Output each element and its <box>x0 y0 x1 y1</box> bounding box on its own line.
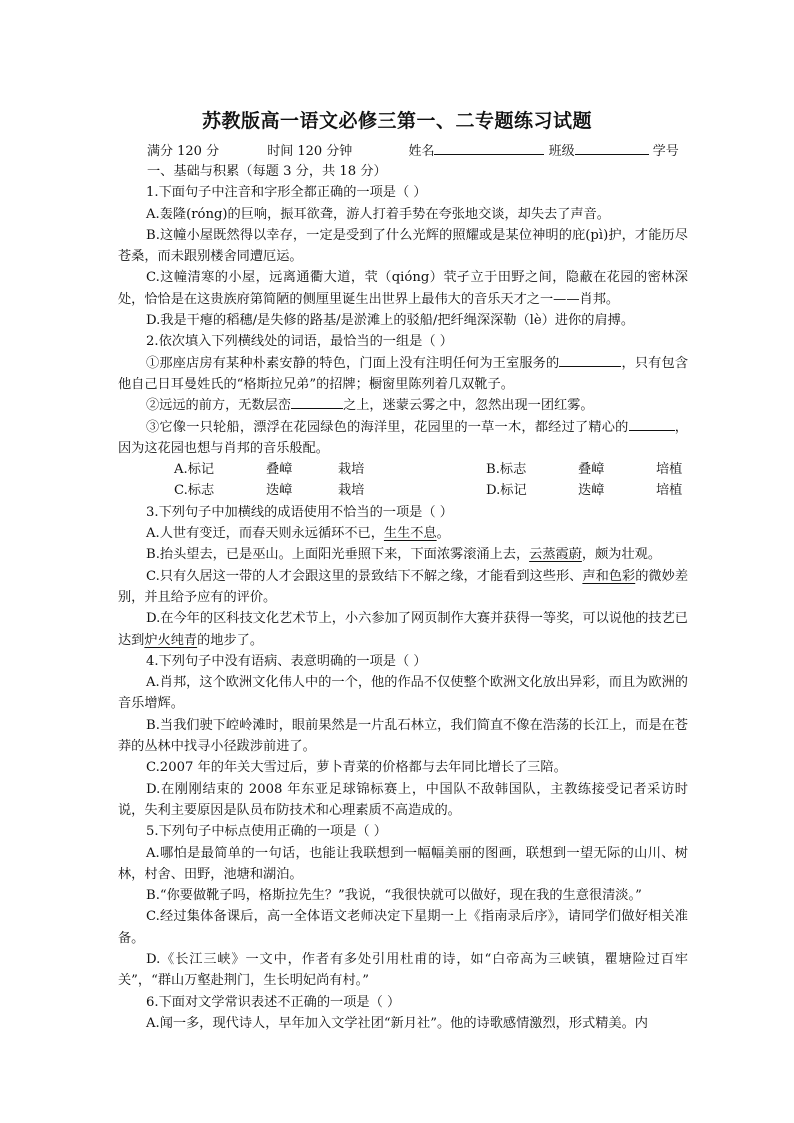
fill-blank-3[interactable] <box>629 418 675 431</box>
q6-stem: 6.下面对文学常识表述不正确的一项是（ ） <box>146 994 401 1010</box>
q4-option-d: D.在刚刚结束的 2008 年东亚足球锦标赛上，中国队不敌韩国队，主教练接受记者采访时说，失利主要原因是队员布防技术和心理素质不高造成的。 <box>118 781 688 818</box>
q3-option-c: C.只有久居这一带的人才会跟这里的景致结下不解之缘，才能看到这些形、声和色彩的微妙差别，并且给予应有的评价。 <box>118 568 689 605</box>
name-label: 姓名 <box>408 144 435 159</box>
q1-option-a: A.轰隆(róng)的巨响，振耳欲聋，游人打着手势在夸张地交谈，却失去了声音。 <box>146 206 610 222</box>
q3-option-d: D.在今年的区科技文化艺术节上，小六参加了网页制作大赛并获得一等奖，可以说他的技艺已达到炉火纯青的地步了。 <box>118 611 688 648</box>
underlined-idiom: 声和色彩 <box>582 568 636 584</box>
q2-options-row-1: A.标记 叠嶂 栽培 B.标志 叠嶂 培植 <box>174 462 683 478</box>
q4-stem: 4.下列句子中没有语病、表意明确的一项是（ ） <box>146 653 427 669</box>
q5-option-b: B.“你要做靴子吗，格斯拉先生？”我说，“我很快就可以做好，现在我的生意很清淡。” <box>146 888 642 904</box>
q5-option-c: C.经过集体备课后，高一全体语文老师决定下星期一上《指南录后序》，请同学们做好相关准备。 <box>118 909 688 946</box>
q5-option-d: D.《长江三峡》一文中，作者有多处引用杜甫的诗，如“白帝高为三峡镇，瞿塘险过百牢关”，“群山万壑赴荆门，生长明妃尚有村。” <box>118 951 688 989</box>
class-blank[interactable] <box>575 142 649 155</box>
q4-option-b: B.当我们驶下崆岭滩时，眼前果然是一片乱石林立，我们简直不像在浩荡的长江上，而是在苍莽的丛林中找寻小径跋涉前进了。 <box>118 717 688 755</box>
underlined-idiom: 云蒸霞蔚 <box>529 547 582 563</box>
q3-option-a: A.人世有变迁，而春天则永远循环不已，生生不息。 <box>146 526 450 542</box>
class-label: 班级 <box>548 144 575 159</box>
underlined-idiom: 生生不息 <box>383 526 437 542</box>
q2-sentence-1: ①那座店房有某种朴素安静的特色，门面上没有注明任何为王室服务的 ，只有包含他自己日耳曼姓氏的“格斯拉兄弟”的招牌；橱窗里陈列着几双靴子。 <box>118 355 689 392</box>
q2-options-row-2: C.标志 迭嶂 栽培 D.标记 迭嶂 培植 <box>174 483 683 499</box>
q6-option-a: A.闻一多，现代诗人，早年加入文学社团“新月社”。他的诗歌感情激烈，形式精美。内 <box>146 1015 648 1031</box>
q1-option-b: B.这幢小屋既然得以幸存，一定是受到了什么光辉的照耀或是某位神明的庇(pì)护，才能历尽苍桑，而未跟别楼舍同遭厄运。 <box>118 227 688 265</box>
full-score: 满分 120 分 <box>147 144 220 159</box>
q5-option-a: A.哪怕是最简单的一句话，也能让我联想到一幅幅美丽的图画，联想到一望无际的山川、树林，村舍、田野，池塘和湖泊。 <box>118 845 688 882</box>
name-blank[interactable] <box>434 142 544 155</box>
exam-info-line <box>147 140 707 159</box>
q1-option-c: C.这幢清寒的小屋，远离通衢大道，茕（qióng）茕孑立于田野之间，隐蔽在花园的密林深处，恰恰是在这贵族府第简陋的侧厘里诞生出世界上最伟大的音乐天才之一——肖邦。 <box>118 270 688 307</box>
fill-blank-2[interactable] <box>291 396 343 409</box>
page-title: 苏教版高一语文必修三第一、二专题练习试题 <box>201 110 592 132</box>
q2-sentence-3: ③它像一只轮船，漂浮在花园绿色的海洋里，花园里的一草一木，都经过了精心的 ，因为这花园也想与肖邦的音乐般配。 <box>118 419 688 456</box>
q2-sentence-2: ②远远的前方，无数层峦 之上，迷蒙云雾之中，忽然出现一团红雾。 <box>146 398 594 414</box>
q1-option-d: D.我是干瘪的稻穗/是失修的路基/是淤滩上的驳船/把纤绳深深勒（lè）进你的肩搏。 <box>146 313 635 329</box>
q3-option-b: B.抬头望去，已是巫山。上面阳光垂照下来，下面浓雾滚涌上去，云蒸霞蔚，颇为壮观。 <box>146 547 662 563</box>
q5-stem: 5.下列句子中标点使用正确的一项是（ ） <box>146 824 387 840</box>
q3-stem: 3.下列句子中加横线的成语使用不恰当的一项是（ ） <box>146 504 453 520</box>
q2-stem: 2.依次填入下列横线处的词语，最恰当的一组是（ ） <box>146 334 453 350</box>
exam-body <box>118 161 688 1034</box>
q4-option-c: C.2007 年的年关大雪过后，萝卜青菜的价格都与去年同比增长了三陪。 <box>146 760 567 776</box>
q1-stem: 1.下面句子中注音和字形全都正确的一项是（ ） <box>146 185 427 201</box>
section-heading: 一、基础与积累（每题 3 分，共 18 分） <box>147 164 387 179</box>
q4-option-a: A.肖邦，这个欧洲文化伟人中的一个，他的作品不仅使整个欧洲文化放出异彩，而且为欧洲的音乐增辉。 <box>118 675 688 712</box>
student-id-label: 学号 <box>652 144 679 159</box>
underlined-idiom: 炉火纯青 <box>144 632 198 648</box>
exam-time: 时间 120 分钟 <box>267 144 353 159</box>
fill-blank-1[interactable] <box>559 354 621 367</box>
